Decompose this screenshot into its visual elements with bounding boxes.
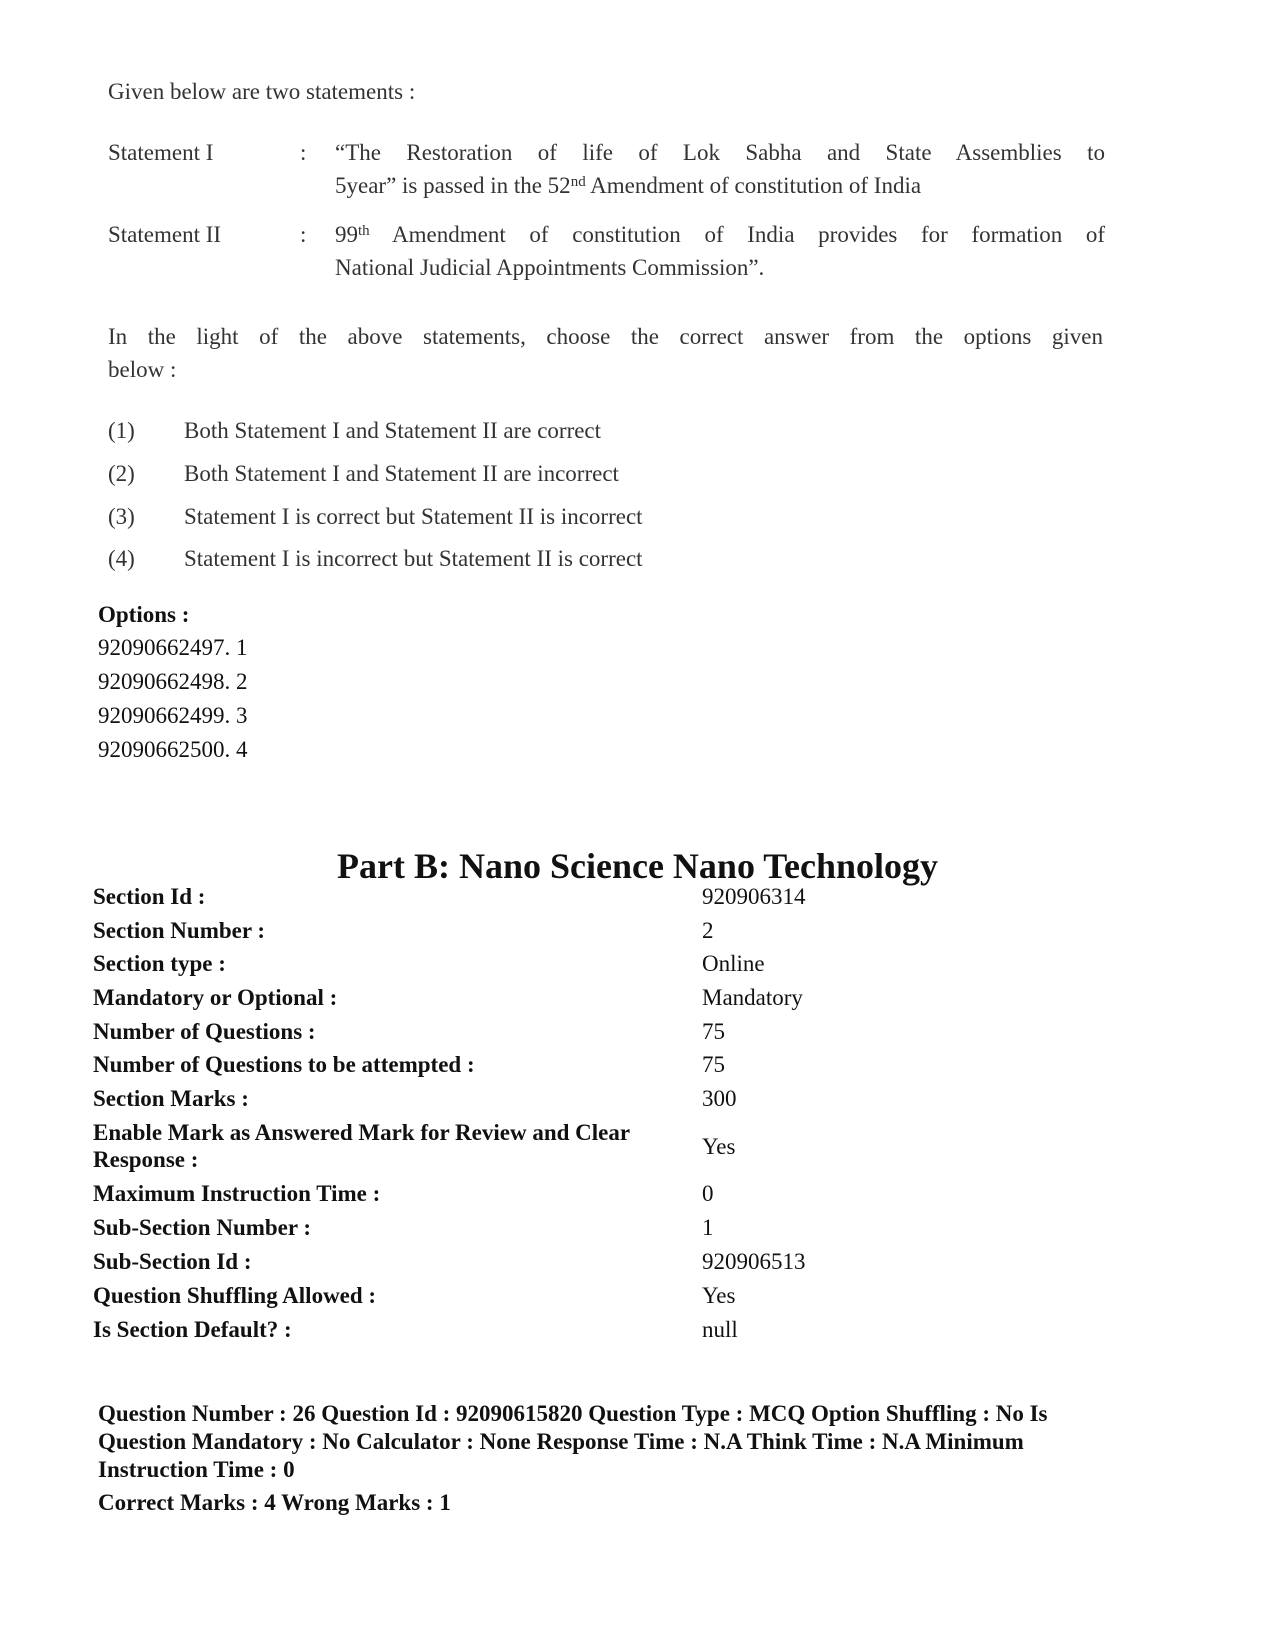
statement-2-line-2: National Judicial Appointments Commission”. — [335, 255, 765, 280]
question-metadata-line-2: Question Mandatory : No Calculator : None Response Time : N.A Think Time : N.A Minimum — [98, 1429, 1024, 1454]
choice-text: Statement I is incorrect but Statement II is correct — [184, 546, 643, 571]
field-label-enable-mark — [93, 1119, 683, 1173]
field-label-section-type: Section type : — [93, 951, 226, 976]
choice-text: Both Statement I and Statement II are incorrect — [184, 461, 619, 486]
field-value-section-marks: 300 — [702, 1086, 737, 1111]
choice-text: Both Statement I and Statement II are correct — [184, 418, 602, 443]
choice-number: (2) — [108, 461, 135, 486]
option-id-1: 92090662497. 1 — [98, 635, 248, 660]
question-metadata-line-1: Question Number : 26 Question Id : 92090615820 Question Type : MCQ Option Shuffling : No Is — [98, 1401, 1048, 1426]
choice-1 — [108, 414, 601, 447]
field-value-num-questions: 75 — [702, 1019, 725, 1044]
question-intro: Given below are two statements : — [108, 79, 416, 104]
field-value-enable-mark: Yes — [702, 1134, 736, 1159]
field-value-mandatory: Mandatory — [702, 985, 803, 1010]
options-heading: Options : — [98, 602, 190, 627]
choice-number: (3) — [108, 504, 135, 529]
choice-number: (4) — [108, 546, 135, 571]
field-label-section-number: Section Number : — [93, 918, 266, 943]
field-label-max-instruction-time: Maximum Instruction Time : — [93, 1181, 381, 1206]
question-instruction — [108, 320, 1103, 386]
question-metadata — [98, 1400, 1178, 1484]
field-value-section-number: 2 — [702, 918, 714, 943]
field-value-sub-section-id: 920906513 — [702, 1249, 806, 1274]
statement-2-colon: : — [300, 222, 307, 247]
field-value-questions-attempted: 75 — [702, 1052, 725, 1077]
choice-text: Statement I is correct but Statement II is incorrect — [184, 504, 643, 529]
field-label-enable-mark-line-1: Enable Mark as Answered Mark for Review and Clear — [93, 1120, 631, 1145]
statement-2-line-1: 99th Amendment of constitution of India provides for formation of — [335, 222, 1105, 247]
instruction-line-2: below : — [108, 357, 177, 382]
field-label-section-id: Section Id : — [93, 884, 206, 909]
statement-1-label: Statement I — [108, 140, 214, 165]
field-value-section-type: Online — [702, 951, 765, 976]
choice-number: (1) — [108, 418, 135, 443]
question-marks: Correct Marks : 4 Wrong Marks : 1 — [98, 1490, 451, 1515]
field-value-sub-section-number: 1 — [702, 1215, 714, 1240]
option-id-3: 92090662499. 3 — [98, 703, 248, 728]
field-label-enable-mark-line-2: Response : — [93, 1147, 199, 1172]
statement-1-line-2: 5year” is passed in the 52nd Amendment of constitution of India — [335, 173, 922, 198]
option-id-4: 92090662500. 4 — [98, 737, 248, 762]
field-label-question-shuffling: Question Shuffling Allowed : — [93, 1283, 377, 1308]
statement-2-text — [335, 218, 1105, 284]
choice-4 — [108, 542, 643, 575]
field-value-question-shuffling: Yes — [702, 1283, 736, 1308]
field-value-max-instruction-time: 0 — [702, 1181, 714, 1206]
choice-2 — [108, 457, 619, 490]
option-id-2: 92090662498. 2 — [98, 669, 248, 694]
question-metadata-line-3: Instruction Time : 0 — [98, 1457, 295, 1482]
field-label-num-questions: Number of Questions : — [93, 1019, 316, 1044]
statement-1-colon: : — [300, 140, 307, 165]
field-value-section-id: 920906314 — [702, 884, 806, 909]
field-label-section-default: Is Section Default? : — [93, 1317, 292, 1342]
statement-2-label: Statement II — [108, 222, 222, 247]
field-value-section-default: null — [702, 1317, 738, 1342]
statement-1-text — [335, 136, 1105, 202]
field-label-mandatory: Mandatory or Optional : — [93, 985, 338, 1010]
field-label-sub-section-number: Sub-Section Number : — [93, 1215, 312, 1240]
field-label-sub-section-id: Sub-Section Id : — [93, 1249, 252, 1274]
field-label-questions-attempted: Number of Questions to be attempted : — [93, 1052, 475, 1077]
section-title: Part B: Nano Science Nano Technology — [336, 846, 938, 886]
field-label-section-marks: Section Marks : — [93, 1086, 249, 1111]
instruction-line-1: In the light of the above statements, choose the correct answer from the options given — [108, 324, 1103, 349]
choice-3 — [108, 500, 643, 533]
statement-1-line-1: “The Restoration of life of Lok Sabha and State Assemblies to — [335, 140, 1105, 165]
